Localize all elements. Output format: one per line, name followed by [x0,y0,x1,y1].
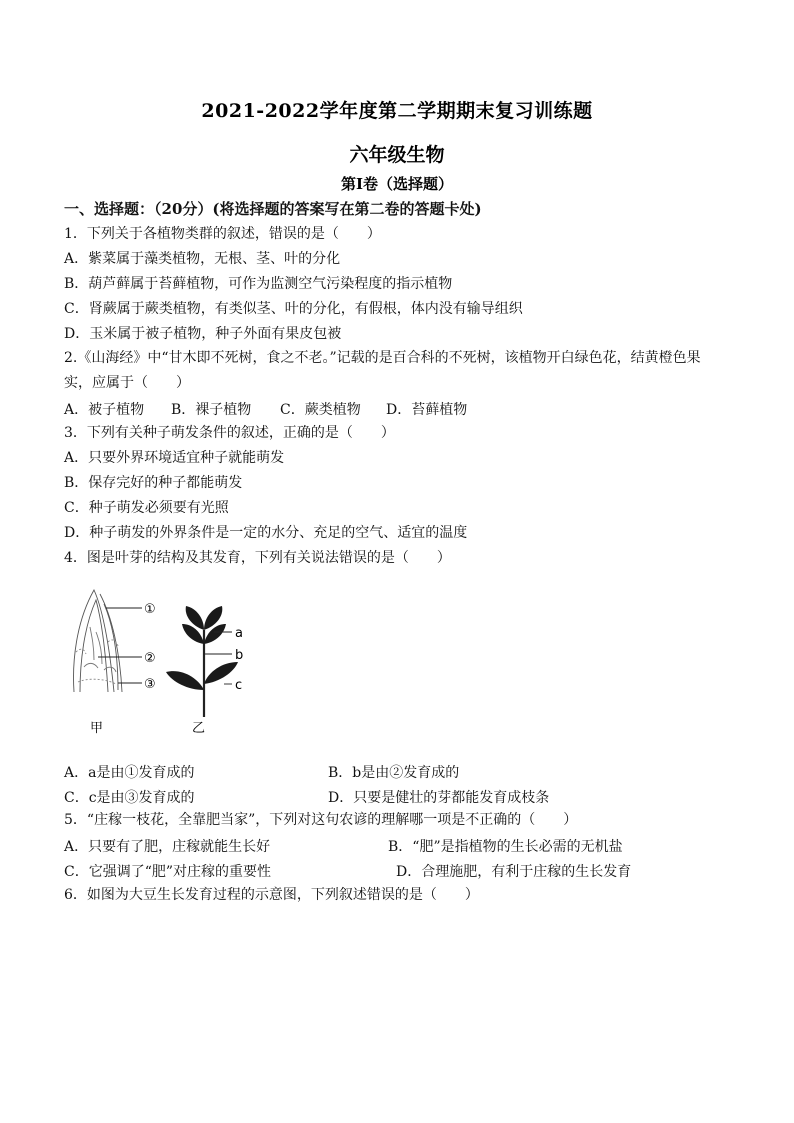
leaf-bud-diagram [64,582,284,742]
q6-stem: 6．如图为大豆生长发育过程的示意图，下列叙述错误的是（ ） [64,887,479,903]
q5-option-a: A．只要有了肥，庄稼就能生长好 [64,839,271,855]
bud-leader-lines [98,608,142,683]
q3-option-a: A．只要外界环境适宜种子就能萌发 [64,450,285,466]
q2-option-a: A．被子植物 [64,402,145,418]
leaf-bud-figure [64,582,284,742]
q3-option-d: D．种子萌发的外界条件是一定的水分、充足的空气、适宜的温度 [64,525,468,541]
marker-2: ② [144,651,156,666]
q1-option-a: A．紫菜属于藻类植物，无根、茎、叶的分化 [64,251,341,267]
marker-1: ① [144,602,156,617]
q2-stem-line2: 实，应属于（ ） [64,375,190,391]
q5-option-b: B．“肥”是指植物的生长必需的无机盐 [388,839,623,855]
q1-option-c: C．肾蕨属于蕨类植物，有类似茎、叶的分化，有假根，体内没有输导组织 [64,301,523,317]
label-b: b [235,648,244,663]
q2-option-d: D．苔藓植物 [386,402,468,418]
q3-option-b: B．保存完好的种子都能萌发 [64,475,243,491]
q2-option-c: C．蕨类植物 [280,402,361,418]
q5-stem: 5．“庄稼一枝花，全靠肥当家”，下列对这句农谚的理解哪一项是不正确的（ ） [64,812,578,828]
q1-option-b: B．葫芦藓属于苔藓植物，可作为监测空气污染程度的指示植物 [64,276,453,292]
bud-section-drawing [74,590,122,692]
label-yi: 乙 [192,721,206,736]
exam-title: 2021-2022学年度第二学期期末复习训练题 [201,100,593,122]
q4-stem: 4．图是叶芽的结构及其发育，下列有关说法错误的是（ ） [64,550,451,566]
q3-stem: 3．下列有关种子萌发条件的叙述，正确的是（ ） [64,425,395,441]
exam-subject: 六年级生物 [349,144,445,166]
section-heading: 一、选择题：（20分）(将选择题的答案写在第二卷的答题卡处) [64,200,482,218]
q2-option-b: B．裸子植物 [171,402,252,418]
q4-option-c: C．c是由③发育成的 [64,790,195,806]
q2-stem-line1: 2.《山海经》中“甘木即不死树，食之不老。”记载的是百合科的不死树，该植物开白绿色花，结黄橙色果 [64,350,701,366]
q3-option-c: C．种子萌发必须要有光照 [64,500,229,516]
exam-part: 第Ⅰ卷（选择题） [340,175,454,193]
q5-option-c: C．它强调了“肥”对庄稼的重要性 [64,864,272,880]
q4-option-d: D．只要是健壮的芽都能发育成枝条 [328,790,550,806]
q1-option-d: D．玉米属于被子植物，种子外面有果皮包被 [64,326,342,342]
q4-option-a: A．a是由①发育成的 [64,765,195,781]
label-a: a [235,626,243,641]
marker-3: ③ [144,677,156,692]
label-jia: 甲 [90,721,104,736]
label-c: c [235,678,243,693]
plant-drawing [166,606,238,717]
q4-option-b: B．b是由②发育成的 [328,765,460,781]
q1-stem: 1．下列关于各植物类群的叙述，错误的是（ ） [64,226,381,242]
q5-option-d: D．合理施肥，有利于庄稼的生长发育 [396,864,632,880]
